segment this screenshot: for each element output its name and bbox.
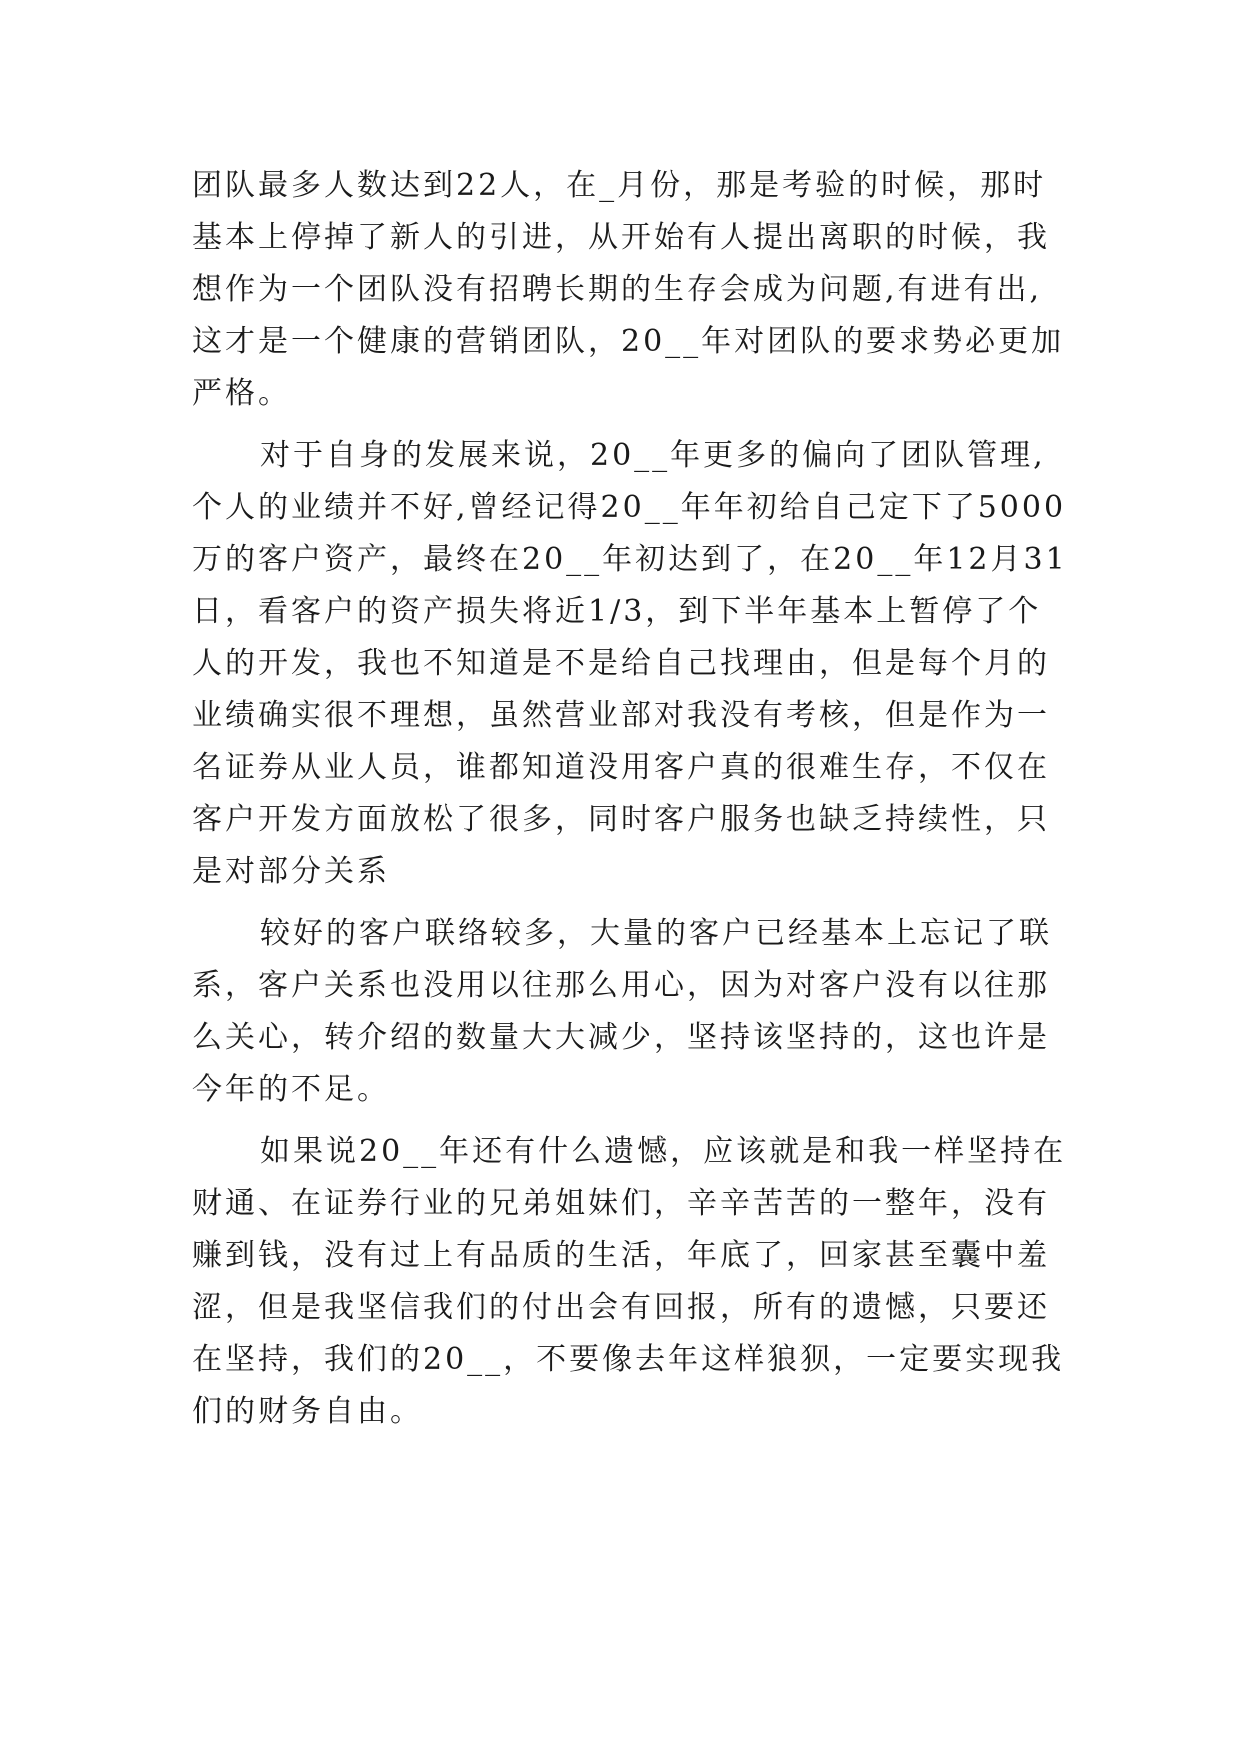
text-line: 名证券从业人员，谁都知道没用客户真的很难生存，不仅在 (192, 750, 1050, 785)
paragraph-3 (192, 908, 1080, 1116)
text-line: 日，看客户的资产损失将近1/3，到下半年基本上暂停了个 (192, 594, 1042, 629)
text-line: 万的客户资产，最终在20__年初达到了，在20__年12月31 (192, 542, 1068, 577)
text-line: 财通、在证券行业的兄弟姐妹们，辛辛苦苦的一整年，没有 (192, 1186, 1050, 1221)
text-line: 涩，但是我坚信我们的付出会有回报，所有的遗憾，只要还 (192, 1290, 1050, 1325)
text-line: 较好的客户联络较多，大量的客户已经基本上忘记了联 (260, 916, 1052, 951)
text-line: 人的开发，我也不知道是不是给自己找理由，但是每个月的 (192, 646, 1050, 681)
text-line: 系，客户关系也没用以往那么用心，因为对客户没有以往那 (192, 968, 1050, 1003)
text-line: 个人的业绩并不好,曾经记得20__年年初给自己定下了5000 (192, 490, 1067, 525)
text-line: 赚到钱，没有过上有品质的生活，年底了，回家甚至囊中羞 (192, 1238, 1050, 1273)
text-line: 客户开发方面放松了很多，同时客户服务也缺乏持续性，只 (192, 802, 1050, 837)
text-line: 么关心，转介绍的数量大大减少，坚持该坚持的，这也许是 (192, 1020, 1050, 1055)
paragraph-2 (192, 430, 1080, 898)
text-line: 对于自身的发展来说，20__年更多的偏向了团队管理, (260, 438, 1046, 473)
text-line: 这才是一个健康的营销团队，20__年对团队的要求势必更加 (192, 324, 1065, 359)
text-line: 是对部分关系 (192, 854, 390, 889)
paragraph-4 (192, 1126, 1080, 1438)
text-line: 今年的不足。 (192, 1072, 390, 1107)
text-line: 团队最多人数达到22人，在_月份，那是考验的时候，那时 (192, 168, 1047, 203)
text-line: 基本上停掉了新人的引进，从开始有人提出离职的时候，我 (192, 220, 1050, 255)
text-line: 想作为一个团队没有招聘长期的生存会成为问题,有进有出, (192, 272, 1043, 307)
text-line: 如果说20__年还有什么遗憾，应该就是和我一样坚持在 (260, 1134, 1067, 1169)
text-line: 在坚持，我们的20__，不要像去年这样狼狈，一定要实现我 (192, 1342, 1065, 1377)
paragraph-1 (192, 160, 1080, 420)
text-line: 严格。 (192, 376, 291, 411)
document-body (192, 160, 1080, 1438)
text-line: 们的财务自由。 (192, 1394, 423, 1429)
text-line: 业绩确实很不理想，虽然营业部对我没有考核，但是作为一 (192, 698, 1050, 733)
